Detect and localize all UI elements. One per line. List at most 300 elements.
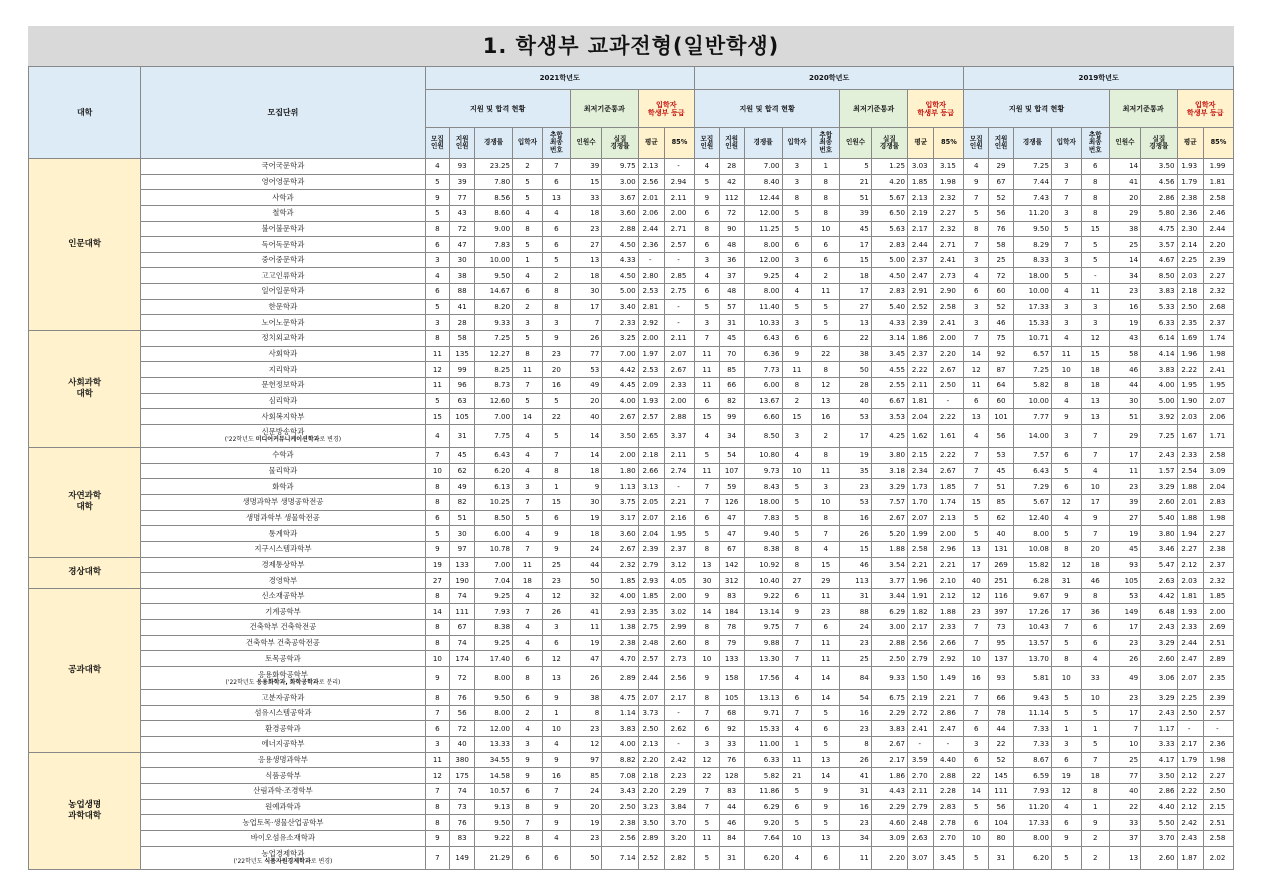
cell-y19-6: 5.80 bbox=[1141, 205, 1177, 221]
cell-y20-4: 23 bbox=[812, 604, 840, 620]
dept-cell: 생명과학부 생명공학전공 bbox=[141, 494, 425, 510]
cell-y20-8: 1.61 bbox=[934, 424, 964, 447]
cell-y20-1: 57 bbox=[719, 299, 744, 315]
cell-y20-2: 10.33 bbox=[744, 315, 782, 331]
cell-y19-1: 269 bbox=[989, 557, 1014, 573]
cell-y20-1: 34 bbox=[719, 424, 744, 447]
cell-y19-8: 2.44 bbox=[1203, 221, 1233, 237]
cell-y20-7: 2.17 bbox=[908, 620, 934, 636]
cell-y20-7: 1.70 bbox=[908, 494, 934, 510]
cell-y19-8: 3.09 bbox=[1203, 463, 1233, 479]
cell-y21-5: 19 bbox=[570, 815, 601, 831]
cell-y20-2: 9.25 bbox=[744, 268, 782, 284]
cell-y21-7: 2.93 bbox=[638, 573, 664, 589]
cell-y20-8: 2.00 bbox=[934, 331, 964, 347]
cell-y19-5: 37 bbox=[1109, 830, 1140, 846]
cell-y20-3: 9 bbox=[782, 346, 812, 362]
cell-y21-1: 135 bbox=[450, 346, 475, 362]
cell-y20-6: 1.25 bbox=[871, 159, 907, 175]
cell-y19-0: 15 bbox=[964, 494, 989, 510]
cell-y19-3: 5 bbox=[1051, 635, 1081, 651]
cell-y21-2: 9.50 bbox=[475, 268, 513, 284]
cell-y20-8: 1.98 bbox=[934, 174, 964, 190]
cell-y19-0: 23 bbox=[964, 604, 989, 620]
cell-y21-7: - bbox=[638, 252, 664, 268]
cell-y19-0: 10 bbox=[964, 830, 989, 846]
cell-y20-6: 5.20 bbox=[871, 526, 907, 542]
cell-y20-0: 3 bbox=[694, 252, 719, 268]
cell-y21-6: 1.38 bbox=[602, 620, 638, 636]
cell-y20-7: 2.04 bbox=[908, 409, 934, 425]
cell-y20-1: 184 bbox=[719, 604, 744, 620]
dept-cell: 신소재공학부 bbox=[141, 588, 425, 604]
cell-y20-7: 2.37 bbox=[908, 346, 934, 362]
cell-y20-4: 8 bbox=[812, 448, 840, 464]
cell-y21-4: 4 bbox=[542, 830, 570, 846]
cell-y19-6: 5.33 bbox=[1141, 299, 1177, 315]
cell-y19-8: 1.99 bbox=[1203, 159, 1233, 175]
cell-y19-5: 17 bbox=[1109, 705, 1140, 721]
cell-y19-6: 4.56 bbox=[1141, 174, 1177, 190]
cell-y20-2: 13.30 bbox=[744, 651, 782, 667]
cell-y20-6: 5.40 bbox=[871, 299, 907, 315]
cell-y21-0: 8 bbox=[425, 588, 450, 604]
cell-y21-2: 7.83 bbox=[475, 237, 513, 253]
cell-y19-1: 52 bbox=[989, 752, 1014, 768]
cell-y19-2: 7.29 bbox=[1013, 479, 1051, 495]
cell-y20-5: 15 bbox=[840, 541, 871, 557]
cell-y20-6: 6.50 bbox=[871, 205, 907, 221]
cell-y20-7: 1.86 bbox=[908, 331, 934, 347]
cell-y20-4: 5 bbox=[812, 737, 840, 753]
cell-y19-0: 3 bbox=[964, 252, 989, 268]
cell-y19-8: 2.27 bbox=[1203, 768, 1233, 784]
cell-y19-2: 14.00 bbox=[1013, 424, 1051, 447]
cell-y20-0: 11 bbox=[694, 830, 719, 846]
cell-y21-3: 7 bbox=[513, 541, 543, 557]
cell-y19-2: 15.33 bbox=[1013, 315, 1051, 331]
cell-y20-1: 68 bbox=[719, 705, 744, 721]
dept-cell: 환경공학과 bbox=[141, 721, 425, 737]
cell-y21-4: 6 bbox=[542, 237, 570, 253]
cell-y21-5: 26 bbox=[570, 667, 601, 690]
cell-y21-8: 2.00 bbox=[665, 393, 695, 409]
cell-y19-1: 251 bbox=[989, 573, 1014, 589]
cell-y19-0: 17 bbox=[964, 557, 989, 573]
cell-y21-6: 9.75 bbox=[602, 159, 638, 175]
cell-y21-2: 8.00 bbox=[475, 705, 513, 721]
cell-y20-7: 2.15 bbox=[908, 448, 934, 464]
cell-y20-1: 82 bbox=[719, 393, 744, 409]
cell-y19-1: 73 bbox=[989, 620, 1014, 636]
cell-y20-8: 2.70 bbox=[934, 830, 964, 846]
cell-y21-5: 30 bbox=[570, 494, 601, 510]
cell-y20-0: 12 bbox=[694, 752, 719, 768]
cell-y21-1: 76 bbox=[450, 690, 475, 706]
cell-y20-1: 31 bbox=[719, 846, 744, 869]
cell-y20-6: 3.80 bbox=[871, 448, 907, 464]
cell-y20-3: 4 bbox=[782, 268, 812, 284]
cell-y20-8: 2.67 bbox=[934, 463, 964, 479]
cell-y21-3: 3 bbox=[513, 737, 543, 753]
cell-y20-7: 2.48 bbox=[908, 815, 934, 831]
cell-y19-8: 2.06 bbox=[1203, 409, 1233, 425]
cell-y19-4: 6 bbox=[1081, 159, 1109, 175]
header-year-2: 2019학년도 bbox=[964, 67, 1234, 90]
cell-y20-1: 72 bbox=[719, 205, 744, 221]
header-sub-8: 85% bbox=[1203, 128, 1233, 159]
header-group-grade: 입학자 학생부 등급 bbox=[908, 90, 964, 128]
cell-y20-4: 12 bbox=[812, 377, 840, 393]
cell-y21-1: 83 bbox=[450, 830, 475, 846]
cell-y21-1: 51 bbox=[450, 510, 475, 526]
cell-y19-5: 13 bbox=[1109, 846, 1140, 869]
cell-y19-1: 46 bbox=[989, 315, 1014, 331]
table-row bbox=[29, 784, 1234, 800]
cell-y19-7: 1.93 bbox=[1177, 604, 1203, 620]
cell-y19-2: 18.00 bbox=[1013, 268, 1051, 284]
cell-y19-0: 7 bbox=[964, 690, 989, 706]
cell-y21-4: 23 bbox=[542, 573, 570, 589]
cell-y21-7: 2.04 bbox=[638, 526, 664, 542]
cell-y19-8: 2.20 bbox=[1203, 237, 1233, 253]
cell-y19-3: 7 bbox=[1051, 174, 1081, 190]
cell-y19-1: 52 bbox=[989, 190, 1014, 206]
cell-y20-3: 5 bbox=[782, 526, 812, 542]
cell-y21-3: 3 bbox=[513, 315, 543, 331]
cell-y21-1: 72 bbox=[450, 667, 475, 690]
header-sub-8: 85% bbox=[934, 128, 964, 159]
cell-y20-4: 10 bbox=[812, 221, 840, 237]
cell-y20-8: 2.20 bbox=[934, 346, 964, 362]
cell-y20-1: 158 bbox=[719, 667, 744, 690]
cell-y19-7: 1.81 bbox=[1177, 588, 1203, 604]
cell-y19-2: 7.43 bbox=[1013, 190, 1051, 206]
cell-y19-7: 2.14 bbox=[1177, 237, 1203, 253]
cell-y21-7: 2.48 bbox=[638, 635, 664, 651]
cell-y20-2: 6.00 bbox=[744, 377, 782, 393]
cell-y20-1: 112 bbox=[719, 190, 744, 206]
cell-y21-4: 20 bbox=[542, 362, 570, 378]
cell-y21-2: 9.00 bbox=[475, 221, 513, 237]
cell-y19-1: 53 bbox=[989, 448, 1014, 464]
cell-y19-5: 20 bbox=[1109, 190, 1140, 206]
cell-y20-5: 26 bbox=[840, 526, 871, 542]
cell-y19-0: 7 bbox=[964, 463, 989, 479]
cell-y20-2: 9.40 bbox=[744, 526, 782, 542]
cell-y21-2: 14.67 bbox=[475, 284, 513, 300]
cell-y20-6: 2.29 bbox=[871, 799, 907, 815]
cell-y21-4: 13 bbox=[542, 190, 570, 206]
cell-y21-8: 3.12 bbox=[665, 557, 695, 573]
cell-y20-2: 9.71 bbox=[744, 705, 782, 721]
cell-y19-3: 4 bbox=[1051, 510, 1081, 526]
cell-y21-5: 38 bbox=[570, 690, 601, 706]
cell-y19-8: 2.32 bbox=[1203, 284, 1233, 300]
dept-cell: 철학과 bbox=[141, 205, 425, 221]
dept-cell: 화학과 bbox=[141, 479, 425, 495]
cell-y21-5: 23 bbox=[570, 721, 601, 737]
cell-y19-8: 1.95 bbox=[1203, 377, 1233, 393]
cell-y20-3: 4 bbox=[782, 448, 812, 464]
header-sub-7: 평균 bbox=[908, 128, 934, 159]
cell-y21-8: 2.11 bbox=[665, 448, 695, 464]
cell-y19-3: 4 bbox=[1051, 393, 1081, 409]
cell-y21-0: 7 bbox=[425, 784, 450, 800]
cell-y20-8: 2.73 bbox=[934, 268, 964, 284]
cell-y20-0: 10 bbox=[694, 651, 719, 667]
cell-y19-2: 7.33 bbox=[1013, 737, 1051, 753]
cell-y20-5: 27 bbox=[840, 299, 871, 315]
cell-y19-0: 6 bbox=[964, 393, 989, 409]
cell-y21-3: 4 bbox=[513, 620, 543, 636]
cell-y19-4: 8 bbox=[1081, 784, 1109, 800]
cell-y19-7: 1.88 bbox=[1177, 479, 1203, 495]
cell-y19-7: 2.12 bbox=[1177, 799, 1203, 815]
cell-y21-1: 28 bbox=[450, 315, 475, 331]
cell-y21-8: 3.20 bbox=[665, 830, 695, 846]
cell-y21-2: 6.43 bbox=[475, 448, 513, 464]
cell-y19-8: 2.83 bbox=[1203, 494, 1233, 510]
header-sub-0: 모집 인원 bbox=[964, 128, 989, 159]
cell-y19-7: 2.03 bbox=[1177, 268, 1203, 284]
cell-y21-7: 2.44 bbox=[638, 667, 664, 690]
cell-y19-5: 39 bbox=[1109, 494, 1140, 510]
cell-y21-4: 26 bbox=[542, 604, 570, 620]
cell-y21-7: 2.56 bbox=[638, 174, 664, 190]
cell-y19-7: 1.87 bbox=[1177, 846, 1203, 869]
cell-y20-3: 7 bbox=[782, 635, 812, 651]
cell-y19-4: 6 bbox=[1081, 635, 1109, 651]
cell-y19-3: 12 bbox=[1051, 494, 1081, 510]
dept-cell: 건축학부 건축공학전공 bbox=[141, 635, 425, 651]
cell-y19-5: 105 bbox=[1109, 573, 1140, 589]
table-row bbox=[29, 705, 1234, 721]
cell-y21-1: 67 bbox=[450, 620, 475, 636]
cell-y21-8: 2.94 bbox=[665, 174, 695, 190]
cell-y20-6: 4.43 bbox=[871, 784, 907, 800]
cell-y21-0: 8 bbox=[425, 799, 450, 815]
cell-y19-2: 6.57 bbox=[1013, 346, 1051, 362]
dept-cell: 고분자공학과 bbox=[141, 690, 425, 706]
cell-y20-2: 8.43 bbox=[744, 479, 782, 495]
cell-y19-0: 7 bbox=[964, 237, 989, 253]
cell-y21-4: 2 bbox=[542, 268, 570, 284]
cell-y21-5: 18 bbox=[570, 526, 601, 542]
cell-y21-6: 3.75 bbox=[602, 494, 638, 510]
cell-y19-1: 66 bbox=[989, 690, 1014, 706]
header-group-min: 최저기준통과 bbox=[840, 90, 908, 128]
cell-y20-1: 67 bbox=[719, 541, 744, 557]
cell-y19-0: 7 bbox=[964, 190, 989, 206]
cell-y21-3: 2 bbox=[513, 159, 543, 175]
cell-y21-6: 2.89 bbox=[602, 667, 638, 690]
cell-y19-4: 7 bbox=[1081, 752, 1109, 768]
cell-y19-7: 1.67 bbox=[1177, 424, 1203, 447]
table-row bbox=[29, 479, 1234, 495]
cell-y20-8: 2.92 bbox=[934, 651, 964, 667]
cell-y21-3: 8 bbox=[513, 830, 543, 846]
cell-y21-4: 8 bbox=[542, 284, 570, 300]
cell-y19-7: 2.01 bbox=[1177, 494, 1203, 510]
cell-y20-8: 2.90 bbox=[934, 284, 964, 300]
cell-y20-1: 85 bbox=[719, 362, 744, 378]
dept-cell: 식품공학부 bbox=[141, 768, 425, 784]
cell-y20-7: 2.63 bbox=[908, 830, 934, 846]
cell-y19-2: 7.25 bbox=[1013, 362, 1051, 378]
cell-y20-1: 79 bbox=[719, 635, 744, 651]
cell-y21-4: 10 bbox=[542, 721, 570, 737]
cell-y19-3: 6 bbox=[1051, 815, 1081, 831]
cell-y21-1: 133 bbox=[450, 557, 475, 573]
cell-y19-1: 92 bbox=[989, 346, 1014, 362]
cell-y20-7: 2.07 bbox=[908, 510, 934, 526]
cell-y20-3: 3 bbox=[782, 252, 812, 268]
cell-y20-2: 12.00 bbox=[744, 252, 782, 268]
cell-y20-2: 7.00 bbox=[744, 159, 782, 175]
cell-y19-1: 52 bbox=[989, 299, 1014, 315]
cell-y21-6: 2.38 bbox=[602, 815, 638, 831]
cell-y21-4: 8 bbox=[542, 463, 570, 479]
cell-y19-3: 5 bbox=[1051, 705, 1081, 721]
cell-y19-6: 5.47 bbox=[1141, 557, 1177, 573]
cell-y21-5: 30 bbox=[570, 284, 601, 300]
cell-y21-8: - bbox=[665, 252, 695, 268]
dept-cell: 응용생명과학부 bbox=[141, 752, 425, 768]
cell-y19-4: 15 bbox=[1081, 346, 1109, 362]
cell-y19-2: 12.40 bbox=[1013, 510, 1051, 526]
header-group-apply: 지원 및 합격 현황 bbox=[964, 90, 1109, 128]
cell-y19-1: 29 bbox=[989, 159, 1014, 175]
cell-y19-7: 2.38 bbox=[1177, 190, 1203, 206]
cell-y21-2: 7.93 bbox=[475, 604, 513, 620]
cell-y19-8: 2.38 bbox=[1203, 541, 1233, 557]
cell-y20-6: 2.67 bbox=[871, 510, 907, 526]
cell-y20-2: 6.60 bbox=[744, 409, 782, 425]
cell-y21-6: 4.33 bbox=[602, 252, 638, 268]
cell-y20-6: 5.63 bbox=[871, 221, 907, 237]
cell-y20-2: 12.44 bbox=[744, 190, 782, 206]
cell-y19-5: 10 bbox=[1109, 737, 1140, 753]
cell-y19-1: 56 bbox=[989, 205, 1014, 221]
cell-y19-4: 33 bbox=[1081, 667, 1109, 690]
cell-y20-8: 2.12 bbox=[934, 588, 964, 604]
cell-y21-7: 1.97 bbox=[638, 346, 664, 362]
table-row bbox=[29, 221, 1234, 237]
cell-y19-6: 3.29 bbox=[1141, 479, 1177, 495]
table-row bbox=[29, 463, 1234, 479]
cell-y21-3: 1 bbox=[513, 252, 543, 268]
header-sub-6: 실질 경쟁률 bbox=[1141, 128, 1177, 159]
cell-y19-8: 2.58 bbox=[1203, 190, 1233, 206]
cell-y19-5: 58 bbox=[1109, 346, 1140, 362]
cell-y21-4: 16 bbox=[542, 768, 570, 784]
cell-y21-7: 1.93 bbox=[638, 393, 664, 409]
cell-y19-4: 5 bbox=[1081, 252, 1109, 268]
cell-y19-3: 4 bbox=[1051, 799, 1081, 815]
cell-y20-5: 5 bbox=[840, 159, 871, 175]
cell-y19-7: 2.17 bbox=[1177, 737, 1203, 753]
cell-y21-8: 3.70 bbox=[665, 815, 695, 831]
cell-y20-0: 3 bbox=[694, 737, 719, 753]
cell-y21-8: 2.00 bbox=[665, 205, 695, 221]
cell-y21-4: 9 bbox=[542, 331, 570, 347]
cell-y19-3: 17 bbox=[1051, 604, 1081, 620]
cell-y20-5: 16 bbox=[840, 705, 871, 721]
cell-y20-6: 2.88 bbox=[871, 635, 907, 651]
cell-y19-2: 5.82 bbox=[1013, 377, 1051, 393]
cell-y21-5: 15 bbox=[570, 174, 601, 190]
cell-y20-0: 11 bbox=[694, 362, 719, 378]
header-year-1: 2020학년도 bbox=[694, 67, 963, 90]
cell-y21-4: 3 bbox=[542, 620, 570, 636]
cell-y19-3: 5 bbox=[1051, 846, 1081, 869]
header-group-apply: 지원 및 합격 현황 bbox=[425, 90, 570, 128]
cell-y21-0: 4 bbox=[425, 424, 450, 447]
dept-cell: 경영학부 bbox=[141, 573, 425, 589]
cell-y21-7: 2.13 bbox=[638, 159, 664, 175]
cell-y19-2: 13.70 bbox=[1013, 651, 1051, 667]
cell-y19-4: 9 bbox=[1081, 510, 1109, 526]
cell-y21-5: 8 bbox=[570, 705, 601, 721]
cell-y20-8: 2.66 bbox=[934, 635, 964, 651]
cell-y20-5: 15 bbox=[840, 252, 871, 268]
cell-y20-2: 10.80 bbox=[744, 448, 782, 464]
cell-y21-0: 4 bbox=[425, 159, 450, 175]
cell-y20-1: 42 bbox=[719, 174, 744, 190]
cell-y19-0: 7 bbox=[964, 705, 989, 721]
cell-y20-8: 2.33 bbox=[934, 620, 964, 636]
cell-y21-0: 8 bbox=[425, 221, 450, 237]
cell-y20-0: 7 bbox=[694, 799, 719, 815]
cell-y21-1: 76 bbox=[450, 815, 475, 831]
cell-y19-0: 6 bbox=[964, 284, 989, 300]
cell-y20-0: 22 bbox=[694, 768, 719, 784]
cell-y21-1: 175 bbox=[450, 768, 475, 784]
cell-y21-0: 12 bbox=[425, 768, 450, 784]
cell-y21-3: 4 bbox=[513, 463, 543, 479]
cell-y21-4: 7 bbox=[542, 448, 570, 464]
dept-note-highlight: 응용화학과, 화학공학과 bbox=[256, 678, 319, 686]
cell-y20-0: 5 bbox=[694, 815, 719, 831]
cell-y19-3: 9 bbox=[1051, 409, 1081, 425]
cell-y19-6: 3.83 bbox=[1141, 362, 1177, 378]
header-sub-3: 입학자 bbox=[1051, 128, 1081, 159]
cell-y20-5: 23 bbox=[840, 479, 871, 495]
dept-cell: 사학과 bbox=[141, 190, 425, 206]
cell-y21-1: 72 bbox=[450, 221, 475, 237]
cell-y19-4: 10 bbox=[1081, 690, 1109, 706]
cell-y19-0: 9 bbox=[964, 174, 989, 190]
cell-y20-1: 31 bbox=[719, 315, 744, 331]
cell-y19-7: 2.42 bbox=[1177, 815, 1203, 831]
cell-y20-4: 11 bbox=[812, 284, 840, 300]
cell-y19-6: 2.60 bbox=[1141, 494, 1177, 510]
cell-y21-7: 2.65 bbox=[638, 424, 664, 447]
table-row bbox=[29, 268, 1234, 284]
cell-y19-1: 60 bbox=[989, 284, 1014, 300]
cell-y21-5: 39 bbox=[570, 159, 601, 175]
cell-y19-3: 3 bbox=[1051, 315, 1081, 331]
table-row bbox=[29, 424, 1234, 447]
cell-y20-2: 6.36 bbox=[744, 346, 782, 362]
cell-y20-3: 5 bbox=[782, 221, 812, 237]
cell-y21-4: 23 bbox=[542, 346, 570, 362]
cell-y19-1: 45 bbox=[989, 463, 1014, 479]
cell-y20-5: 19 bbox=[840, 448, 871, 464]
cell-y19-6: 4.14 bbox=[1141, 346, 1177, 362]
dept-cell: 사회학과 bbox=[141, 346, 425, 362]
